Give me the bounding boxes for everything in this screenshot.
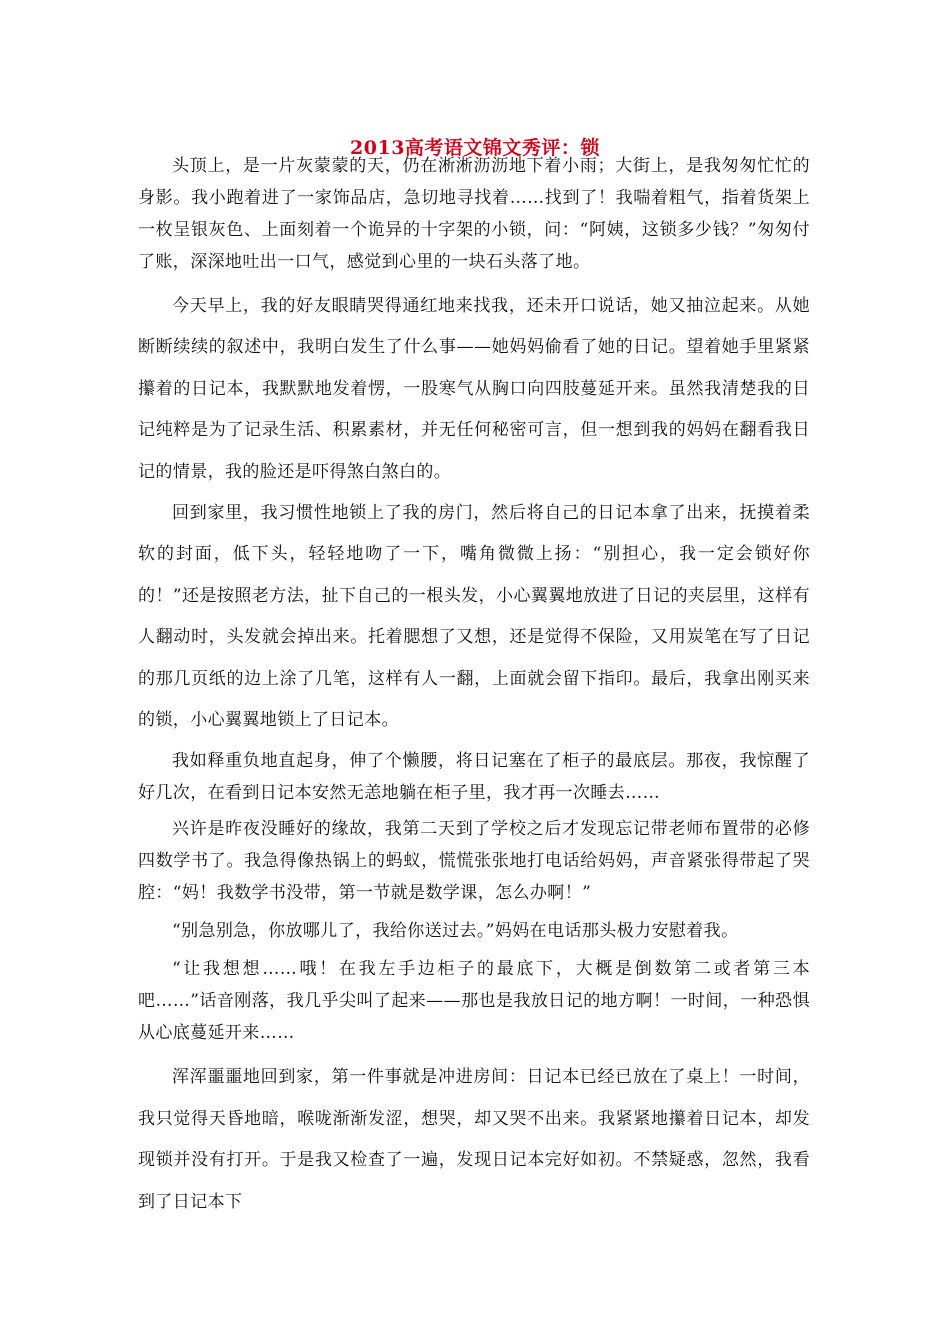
document-title: 2013高考语文锦文秀评：锁 [350,136,600,159]
paragraph-7: “让我想想……哦！在我左手边柜子的最底下，大概是倒数第二或者第三本吧……”话音刚落，我几乎尖叫了起来——那也是我放日记的地方啊！一时间，一种恐惧从心底蔓延开来…… [138,959,810,1044]
paragraph-8: 浑浑噩噩地回到家，第一件事就是冲进房间：日记本已经已放在了桌上！一时间，我只觉得天昏地暗，喉咙渐渐发涩，想哭，却又哭不出来。我紧紧地攥着日记本，却发现锁并没有打开。于是我又检查了一遍，发现日记本完好如初。不禁疑惑，忽然，我看到了日记本下 [138,1067,810,1212]
paragraph-4: 我如释重负地直起身，伸了个懒腰，将日记塞在了柜子的最底层。那夜，我惊醒了好几次，在看到日记本安然无恙地躺在柜子里，我才再一次睡去…… [138,751,810,804]
paragraph-5: 兴许是昨夜没睡好的缘故，我第二天到了学校之后才发现忘记带老师布置带的必修四数学书了。我急得像热锅上的蚂蚁，慌慌张张地打电话给妈妈，声音紧张得带起了哭腔：“妈！我数学书没带，第一节就是数学课，怎么办啊！” [138,819,810,904]
paragraph-1: 头顶上，是一片灰蒙蒙的天，仍在淅淅沥沥地下着小雨；大街上，是我匆匆忙忙的身影。我小跑着进了一家饰品店，急切地寻找着……找到了！我喘着粗气，指着货架上一枚呈银灰色、上面刻着一个诡异的十字架的小锁，问：“阿姨，这锁多少钱？”匆匆付了账，深深地吐出一口气，感觉到心里的一块石头落了地。 [138,156,810,272]
document-body [138,150,810,1223]
paragraph-3: 回到家里，我习惯性地锁上了我的房门，然后将自己的日记本拿了出来，抚摸着柔软的封面，低下头，轻轻地吻了一下，嘴角微微上扬：“别担心，我一定会锁好你的！”还是按照老方法，扯下自己的一根头发，小心翼翼地放进了日记的夹层里，这样有人翻动时，头发就会掉出来。托着腮想了又想，还是觉得不保险，又用炭笔在写了日记的那几页纸的边上涂了几笔，这样有人一翻，上面就会留下指印。最后，我拿出刚买来的锁，小心翼翼地锁上了日记本。 [138,503,810,731]
paragraph-6: “别急别急，你放哪儿了，我给你送过去。”妈妈在电话那头极力安慰着我。 [172,921,739,942]
paragraph-2: 今天早上，我的好友眼睛哭得通红地来找我，还未开口说话，她又抽泣起来。从她断断续续的叙述中，我明白发生了什么事——她妈妈偷看了她的日记。望着她手里紧紧攥着的日记本，我默默地发着愣，一股寒气从胸口向四肢蔓延开来。虽然我清楚我的日记纯粹是为了记录生活、积累素材，并无任何秘密可言，但一想到我的妈妈在翻看我日记的情景，我的脸还是吓得煞白煞白的。 [138,296,810,482]
